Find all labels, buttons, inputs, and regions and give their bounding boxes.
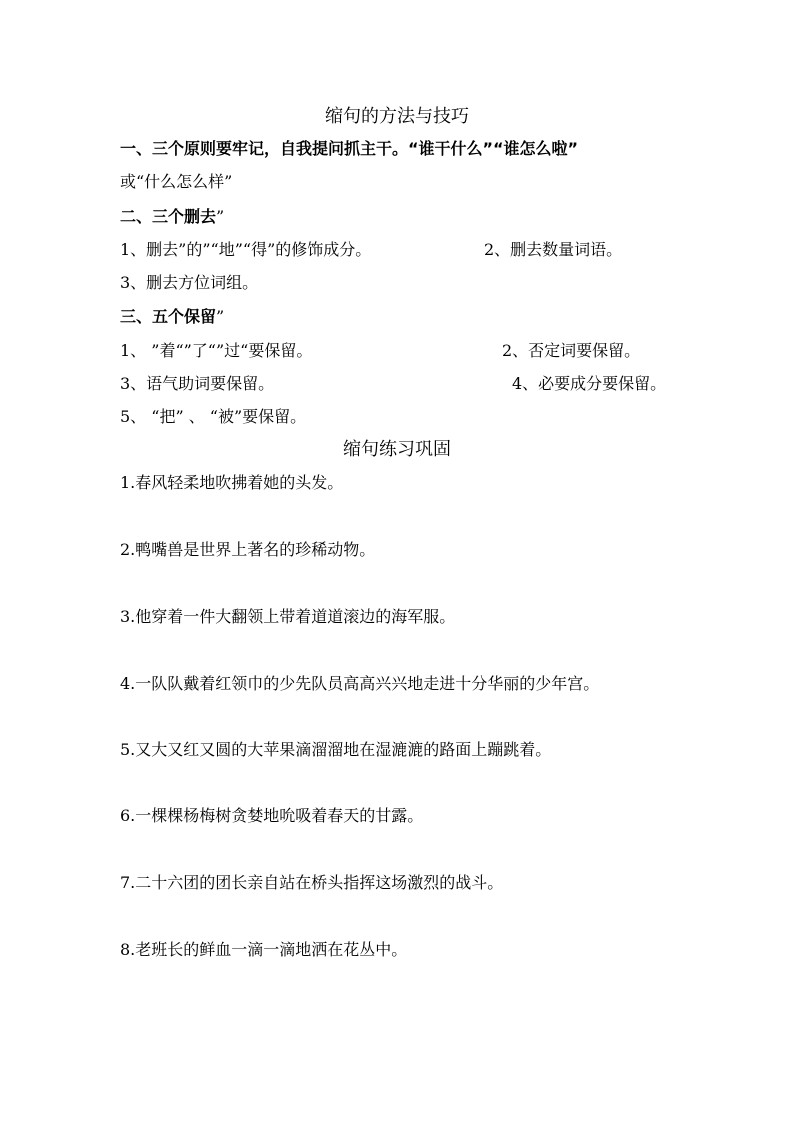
- question-8: 8.老班长的鲜血一滴一滴地洒在花丛中。: [120, 940, 408, 959]
- document-title: 缩句的方法与技巧: [325, 106, 469, 127]
- section2-heading: [120, 207, 224, 227]
- section3-heading-tail: ”: [216, 307, 225, 326]
- section2-heading-text: 二、三个删去: [120, 207, 217, 226]
- section2-rule3: 3、删去方位词组。: [120, 273, 259, 292]
- question-3: 3.他穿着一件大翻领上带着道道滚边的海军服。: [120, 607, 456, 626]
- section2-rule2: 2、删去数量词语。: [484, 240, 623, 259]
- section3-rule4: 4、必要成分要保留。: [512, 374, 667, 393]
- practice-title: 缩句练习巩固: [343, 439, 451, 460]
- question-1: 1.春风轻柔地吹拂着她的头发。: [120, 473, 344, 492]
- section1-heading-line1: 一、三个原则要牢记，自我提问抓主干。“谁干什么”“谁怎么啦”: [120, 139, 579, 158]
- question-6: 6.一棵棵杨梅树贪婪地吮吸着春天的甘露。: [120, 806, 424, 825]
- section2-heading-tail: ”: [216, 207, 225, 226]
- question-7: 7.二十六团的团长亲自站在桥头指挥这场激烈的战斗。: [120, 873, 504, 892]
- section1-heading-line2: 或“什么怎么样”: [120, 172, 233, 191]
- section2-rule1: 1、删去”的”“地”“得”的修饰成分。: [120, 240, 372, 259]
- question-4: 4.一队队戴着红领巾的少先队员高高兴兴地走进十分华丽的少年宫。: [120, 674, 600, 693]
- section3-rule2: 2、否定词要保留。: [502, 341, 641, 360]
- section3-rule1: 1、 ”着“”了“”过“要保留。: [120, 341, 313, 360]
- section3-rule3: 3、语气助词要保留。: [120, 374, 275, 393]
- section3-rule5: 5、 “把” 、 “被”要保留。: [120, 407, 307, 426]
- question-5: 5.又大又红又圆的大苹果滴溜溜地在湿漉漉的路面上蹦跳着。: [120, 740, 552, 759]
- section3-heading: [120, 307, 224, 327]
- section3-heading-text: 三、五个保留: [120, 307, 217, 326]
- question-2: 2.鸭嘴兽是世界上著名的珍稀动物。: [120, 540, 376, 559]
